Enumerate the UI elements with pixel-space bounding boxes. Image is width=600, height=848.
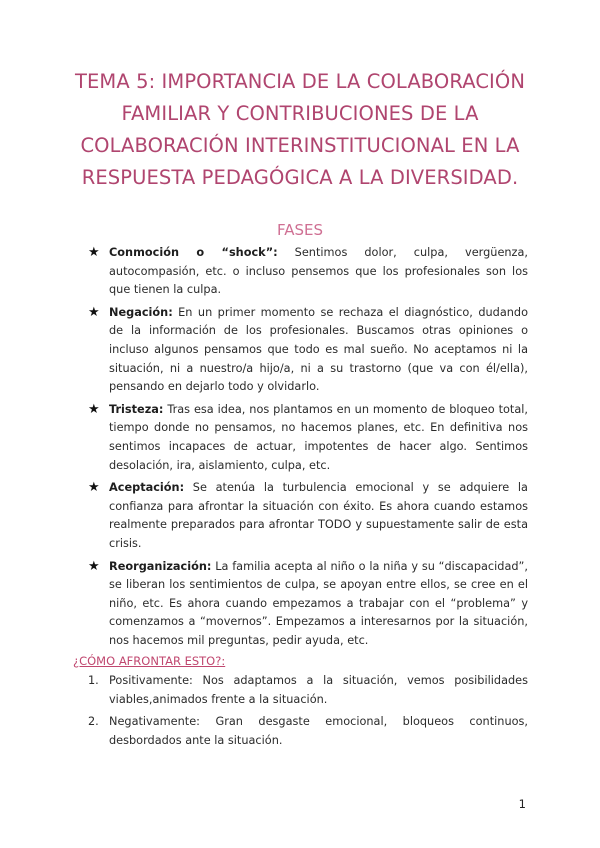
- coping-heading: ¿CÓMO AFRONTAR ESTO?:: [73, 654, 226, 668]
- coping-text: Positivamente: Nos adaptamos a la situación, vemos posibilidades viables,animados frente a la situación.: [109, 674, 528, 706]
- list-number: 2.: [88, 715, 99, 729]
- page-number: 1: [518, 797, 526, 811]
- star-bullet-icon: ★: [88, 304, 100, 320]
- phase-text: Tras esa idea, nos plantamos en un momento de bloqueo total, tiempo donde no pensamos, no hacemos planes, etc. En definitiva nos sentimos incapaces de actuar, impotentes de hacer algo. Sentimos desolación, ira, aislamiento, culpa, etc.: [109, 402, 528, 472]
- phase-item: [88, 304, 528, 397]
- coping-text: Negativamente: Gran desgaste emocional, bloqueos continuos, desbordados ante la situación.: [109, 715, 528, 747]
- coping-item: [88, 713, 528, 750]
- star-bullet-icon: ★: [88, 401, 100, 417]
- phase-text: Se atenúa la turbulencia emocional y se adquiere la confianza para afrontar la situación con éxito. Es ahora cuando estamos realmente preparados para afrontar TODO y supuestamente salir de esta crisis.: [109, 481, 528, 550]
- star-bullet-icon: ★: [88, 245, 100, 260]
- phase-text: La familia acepta al niño o la niña y su “discapacidad”, se liberan los sentimientos de culpa, se apoyan entre ellos, se cree en el niño, etc. Es ahora cuando empezamos a trabajar con el “problema” y comenzamos a “movernos”. Empezamos a interesarnos por la situación, nos hacemos mil preguntas, pedir ayuda, etc.: [109, 559, 528, 647]
- phase-term: Tristeza:: [109, 402, 164, 416]
- phase-item: [88, 479, 528, 553]
- phase-term: Reorganización:: [109, 559, 212, 573]
- phase-item: [88, 558, 528, 651]
- phase-term: Conmoción o “shock”:: [109, 246, 278, 259]
- phases-list: [88, 244, 528, 654]
- phase-term: Negación:: [109, 305, 173, 319]
- phase-term: Aceptación:: [109, 481, 185, 495]
- star-bullet-icon: ★: [88, 558, 100, 574]
- phase-item: [88, 401, 528, 475]
- star-bullet-icon: ★: [88, 480, 100, 496]
- phase-text: En un primer momento se rechaza el diagnóstico, dudando de la información de los profesionales. Buscamos otras opiniones o incluso algunos pensamos que todo es mal sueño. No aceptamos ni la situación, ni a nuestro/a hijo/a, ni a su trastorno (que va con él/ella), pensando en dejarlo todo y olvidarlo.: [109, 305, 528, 394]
- coping-list: [88, 672, 528, 754]
- document-title: TEMA 5: IMPORTANCIA DE LA COLABORACIÓN FAMILIAR Y CONTRIBUCIONES DE LA COLABORACIÓN INTERINSTITUCIONAL EN LA RESPUESTA PEDAGÓGICA A LA DIVERSIDAD.: [74, 70, 526, 189]
- phases-heading: FASES: [276, 221, 324, 239]
- list-number: 1.: [88, 674, 99, 687]
- coping-item: [88, 672, 528, 709]
- phase-text: Sentimos dolor, culpa, vergüenza, autocompasión, etc. o incluso pensemos que los profesionales son los que tienen la culpa.: [109, 246, 528, 297]
- phase-item: [88, 244, 528, 300]
